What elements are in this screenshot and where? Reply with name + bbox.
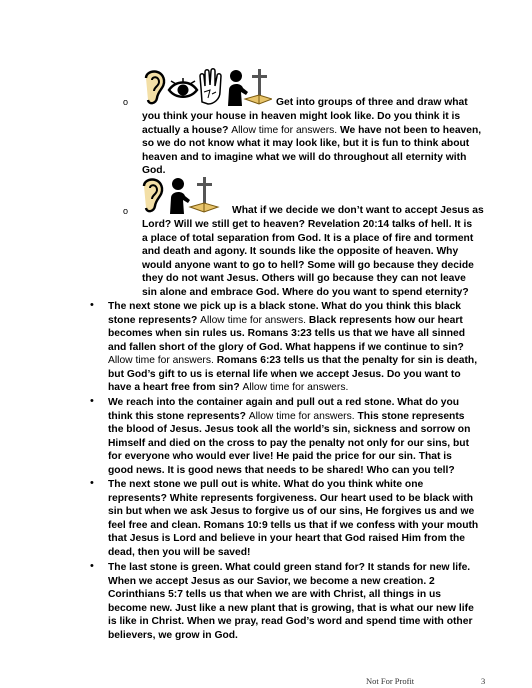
sub-bullet: o [123, 206, 129, 216]
praying-person-icon [170, 178, 190, 214]
text-line: and death and agony. It sounds like the opposite of heaven. Why [142, 246, 459, 258]
text-line: The last stone is green. What could green stand for? It stands for new life. [108, 562, 471, 573]
sub-item-1-text [142, 110, 512, 178]
text-line: become new. Just like a new plant that is growing, that is what our new life [108, 602, 474, 614]
paragraph-green-stone [108, 561, 500, 642]
text-line: Lord? Will we still get to heaven? Revelation 20:14 talks of hell. It is [142, 219, 473, 230]
bullet: • [90, 395, 94, 407]
text-line: The next stone we pull out is white. What do you think white one [108, 479, 424, 490]
text-line: actually a house? Allow time for answers. We have not been to heaven, [142, 124, 482, 136]
text-line: We reach into the container again and pull out a red stone. What do you [108, 397, 460, 408]
text-line: a place of total separation from God. It is a place of fire and torment [142, 232, 474, 244]
text-line: sin alone and embrace God. Where do you want to spend eternity? [142, 286, 469, 298]
page-number: 3 [481, 676, 486, 686]
text-line: you think your house in heaven might look like. Do you think it is [142, 111, 461, 122]
text-line: becomes when sin rules us. Romans 3:23 tells us that we have all sinned [108, 328, 466, 340]
text-line: and fallen short of the glory of God. What happens if we continue to sin? [108, 341, 464, 353]
activity-icons [140, 176, 220, 216]
text-line: that Jesus is Lord and believe in your heart that God raised Him from the [108, 533, 466, 545]
activity-icons [140, 68, 272, 108]
text-line: they do not want Jesus. Others will go because they can not leave [142, 273, 466, 285]
sub-bullet: o [123, 97, 129, 107]
text-line: so we do not know what it may look like, but it is fun to think about [142, 138, 470, 150]
sub-item-2-first-line: What if we decide we don’t want to accept Jesus as [232, 205, 484, 216]
text-line: the blood of Jesus. Jesus took all the world’s sin, sickness and sorrow on [108, 424, 471, 436]
text-line: Allow time for answers. Romans 6:23 tells us that the penalty for sin is death, [108, 355, 478, 367]
eye-icon [169, 78, 197, 97]
ear-icon [146, 72, 164, 104]
cross-bible-icon [190, 177, 218, 212]
text-line: have a heart free from sin? Allow time for answers. [108, 382, 349, 394]
text-line: God. [142, 165, 166, 177]
text-line: heaven and to imagine what we will do throughout all eternity with [142, 151, 467, 163]
text-line: think this stone represents? Allow time for answers. This stone represents [108, 410, 465, 422]
bullet: • [90, 299, 94, 311]
sub-item-2-text [142, 218, 512, 300]
text-line: Himself and died on the cross to pay the penalty not only for our sins, but [108, 437, 469, 449]
text-line: When we accept Jesus as our Savior, we become a new creation. 2 [108, 575, 435, 587]
text-line: but God’s gift to us is eternal life when we accept Jesus. Do you want to [108, 368, 461, 380]
hand-icon [200, 69, 221, 104]
text-line: would anyone want to go to hell? Some will go because they decide [142, 259, 474, 271]
bullet: • [90, 560, 94, 572]
text-line: Corinthians 5:7 tells us that when we are with Christ, all things in us [108, 589, 441, 601]
praying-person-icon [228, 70, 248, 106]
text-line: stone represents? Allow time for answers. Black represents how our heart [108, 314, 463, 326]
paragraph-red-stone [108, 396, 500, 477]
bullet: • [90, 477, 94, 489]
text-line: sin but when we ask Jesus to forgive us of our sins, He forgives us and we [108, 506, 475, 518]
ear-icon [144, 180, 162, 212]
paragraph-black-stone [108, 300, 500, 395]
footer-label: Not For Profit [366, 676, 415, 686]
paragraph-white-stone [108, 478, 500, 559]
text-line: The next stone we pick up is a black stone. What do you think this black [108, 301, 462, 312]
text-line: is like in Christ. When we pray, read God’s word and spend time with other [108, 616, 473, 628]
text-line: for everyone who would ever live! He paid the price for our sin. That is [108, 451, 452, 463]
text-line: believers, we grow in God. [108, 629, 238, 641]
text-line: good news. It is good news that needs to be shared! Who can you tell? [108, 464, 455, 476]
sub-item-1-first-line: Get into groups of three and draw what [276, 97, 468, 108]
cross-bible-icon [245, 69, 272, 104]
text-line: dead, then you will be saved! [108, 546, 251, 558]
text-line: represents? White represents forgiveness. Our heart used to be black with [108, 492, 474, 504]
text-line: feel free and clean. Romans 10:9 tells us that if we confess with your mouth [108, 519, 479, 531]
